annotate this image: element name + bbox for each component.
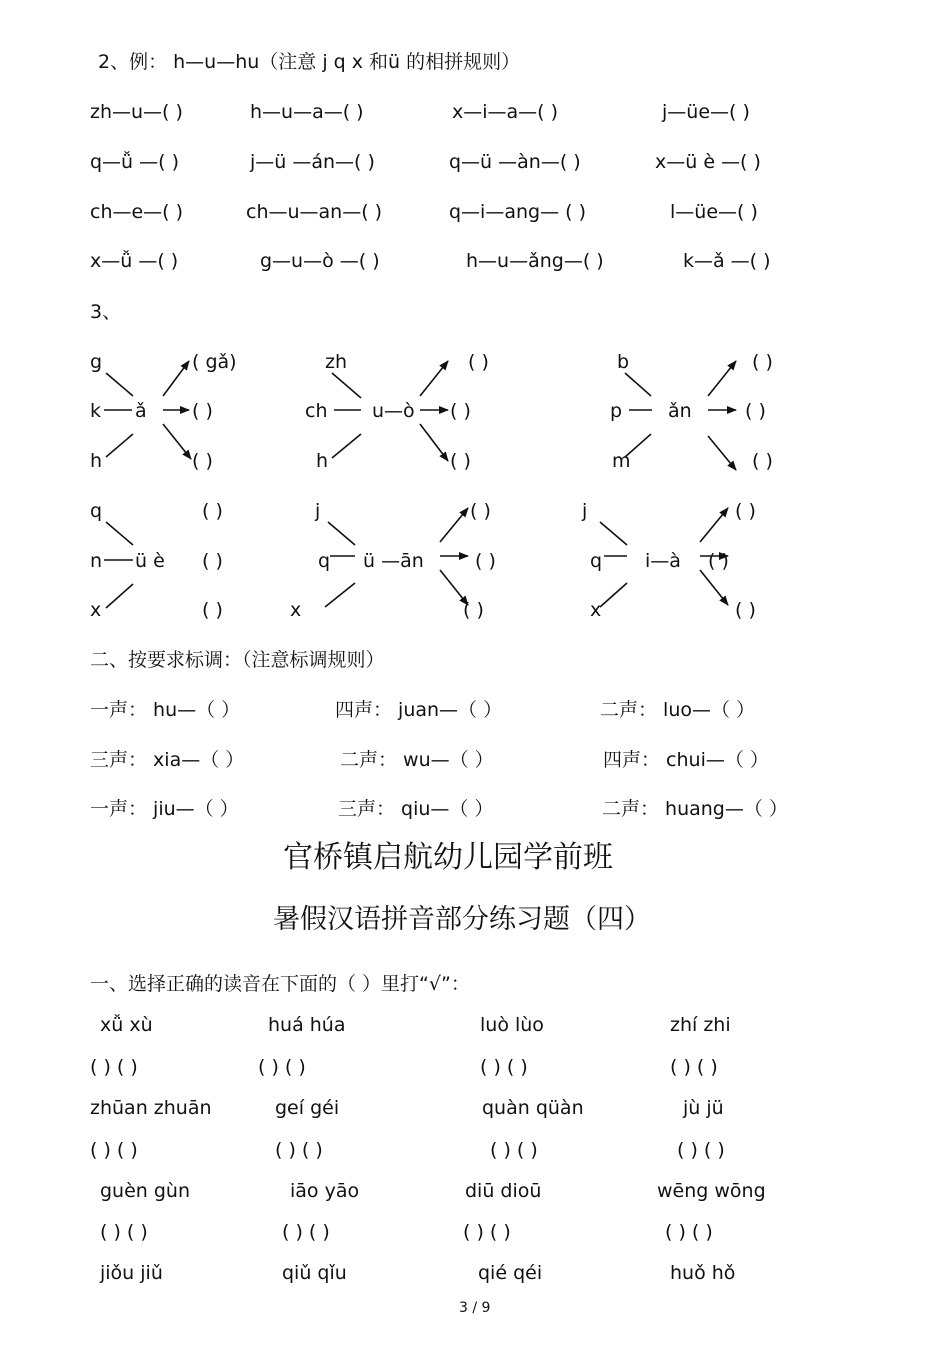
tone-exercise: 一声： hu—（ ）	[90, 699, 241, 721]
page-number: 3 / 9	[459, 1300, 491, 1316]
answer-bracket: ( )	[752, 351, 773, 373]
pinyin-choice: wēng wōng	[657, 1180, 766, 1202]
answer-bracket: ( )	[202, 550, 223, 572]
answer-bracket: ( )	[475, 550, 496, 572]
pinyin-choice: jù jü	[683, 1097, 724, 1119]
section3-heading: 3、	[90, 301, 122, 323]
initial-letter: h	[90, 450, 103, 472]
answer-bracket: ( )	[202, 599, 223, 621]
answer-bracket: ( )	[708, 550, 729, 572]
pinyin-choice: iāo yāo	[290, 1180, 360, 1202]
pinyin-choice: geí géi	[275, 1097, 340, 1119]
pinyin-choice: jiǒu jiǔ	[100, 1262, 163, 1284]
tone-exercise: 三声： qiu—（ ）	[338, 798, 494, 820]
answer-bracket: ( )	[735, 500, 756, 522]
initial-letter: x	[590, 599, 602, 621]
pinyin-exercise: zh—u—( )	[90, 101, 183, 123]
initial-letter: n	[90, 550, 103, 572]
pinyin-exercise: h—u—ǎng—( )	[466, 250, 604, 272]
final-syllable: ǎ	[135, 400, 147, 422]
answer-bracket: ( )	[470, 500, 491, 522]
initial-letter: b	[617, 351, 630, 373]
initial-letter: g	[90, 351, 103, 373]
section2-heading: 2、例： h—u—hu（注意 j q x 和ü 的相拼规则）	[98, 51, 521, 73]
initial-letter: ch	[305, 400, 328, 422]
final-syllable: ü è	[135, 550, 165, 572]
pinyin-exercise: x—i—a—( )	[452, 101, 559, 123]
final-syllable: u—ò	[372, 400, 415, 422]
answer-bracket: ( gǎ)	[192, 351, 237, 373]
pinyin-exercise: j—ü —án—( )	[250, 151, 375, 173]
answer-bracket: ( )	[192, 450, 213, 472]
tone-exercise: 四声： chui—（ ）	[603, 749, 769, 771]
check-brackets[interactable]: ( ) ( )	[100, 1221, 148, 1243]
initial-letter: q	[318, 550, 331, 572]
check-brackets[interactable]: ( ) ( )	[463, 1221, 511, 1243]
tone-exercise: 二声： luo—（ ）	[600, 699, 756, 721]
school-title: 官桥镇启航幼儿园学前班	[283, 840, 613, 875]
initial-letter: x	[90, 599, 102, 621]
tone-exercise: 四声： juan—（ ）	[335, 699, 503, 721]
check-brackets[interactable]: ( ) ( )	[90, 1139, 138, 1161]
pinyin-choice: qié qéi	[478, 1262, 543, 1284]
final-syllable: i—à	[645, 550, 681, 572]
answer-bracket: ( )	[192, 400, 213, 422]
pinyin-choice: luò lùo	[480, 1014, 544, 1036]
check-brackets[interactable]: ( ) ( )	[480, 1056, 528, 1078]
answer-bracket: ( )	[463, 599, 484, 621]
tone-exercise: 一声： jiu—（ ）	[90, 798, 239, 820]
answer-bracket: ( )	[450, 450, 471, 472]
tone-exercise: 二声： huang—（ ）	[602, 798, 788, 820]
pinyin-choice: guèn gùn	[100, 1180, 191, 1202]
initial-letter: j	[582, 500, 588, 522]
pinyin-exercise: ch—u—an—( )	[246, 201, 383, 223]
pinyin-choice: zhí zhi	[670, 1014, 731, 1036]
worksheet-title: 暑假汉语拼音部分练习题（四）	[273, 904, 651, 935]
initial-letter: h	[316, 450, 329, 472]
initial-letter: k	[90, 400, 102, 422]
initial-letter: j	[315, 500, 321, 522]
initial-letter: zh	[325, 351, 348, 373]
initial-letter: x	[290, 599, 302, 621]
answer-bracket: ( )	[450, 400, 471, 422]
pinyin-exercise: g—u—ò —( )	[260, 250, 380, 272]
check-brackets[interactable]: ( ) ( )	[258, 1056, 306, 1078]
pinyin-choice: huá húa	[268, 1014, 346, 1036]
pinyin-choice: xǚ xù	[100, 1014, 153, 1036]
pinyin-exercise: h—u—a—( )	[250, 101, 364, 123]
pinyin-exercise: ch—e—( )	[90, 201, 184, 223]
check-brackets[interactable]: ( ) ( )	[282, 1221, 330, 1243]
final-syllable: ü —ān	[363, 550, 424, 572]
tone-exercise: 三声： xia—（ ）	[90, 749, 245, 771]
pinyin-exercise: q—ǚ —( )	[90, 151, 180, 173]
final-syllable: ǎn	[668, 400, 692, 422]
check-brackets[interactable]: ( ) ( )	[90, 1056, 138, 1078]
answer-bracket: ( )	[745, 400, 766, 422]
pinyin-exercise: k—ǎ —( )	[683, 250, 771, 272]
initial-letter: q	[90, 500, 103, 522]
pinyin-exercise: l—üe—( )	[670, 201, 758, 223]
answer-bracket: ( )	[202, 500, 223, 522]
pinyin-exercise: q—i—ang— ( )	[449, 201, 586, 223]
pinyin-choice: huǒ hǒ	[670, 1262, 736, 1284]
pinyin-exercise: q—ü —àn—( )	[449, 151, 581, 173]
pinyin-choice: diū dioū	[465, 1180, 542, 1202]
part2-heading: 二、按要求标调：（注意标调规则）	[90, 649, 385, 671]
initial-letter: q	[590, 550, 603, 572]
pinyin-exercise: x—ǚ —( )	[90, 250, 179, 272]
answer-bracket: ( )	[468, 351, 489, 373]
answer-bracket: ( )	[735, 599, 756, 621]
initial-letter: p	[610, 400, 623, 422]
part1-heading: 一、选择正确的读音在下面的（ ）里打“√”：	[90, 973, 470, 995]
check-brackets[interactable]: ( ) ( )	[665, 1221, 713, 1243]
check-brackets[interactable]: ( ) ( )	[677, 1139, 725, 1161]
check-brackets[interactable]: ( ) ( )	[275, 1139, 323, 1161]
pinyin-exercise: x—ü è —( )	[655, 151, 761, 173]
pinyin-choice: qiǔ qǐu	[282, 1262, 347, 1284]
answer-bracket: ( )	[752, 450, 773, 472]
pinyin-choice: quàn qüàn	[482, 1097, 584, 1119]
tone-exercise: 二声： wu—（ ）	[340, 749, 494, 771]
pinyin-choice: zhūan zhuān	[90, 1097, 212, 1119]
check-brackets[interactable]: ( ) ( )	[490, 1139, 538, 1161]
initial-letter: m	[612, 450, 631, 472]
check-brackets[interactable]: ( ) ( )	[670, 1056, 718, 1078]
pinyin-exercise: j—üe—( )	[662, 101, 750, 123]
